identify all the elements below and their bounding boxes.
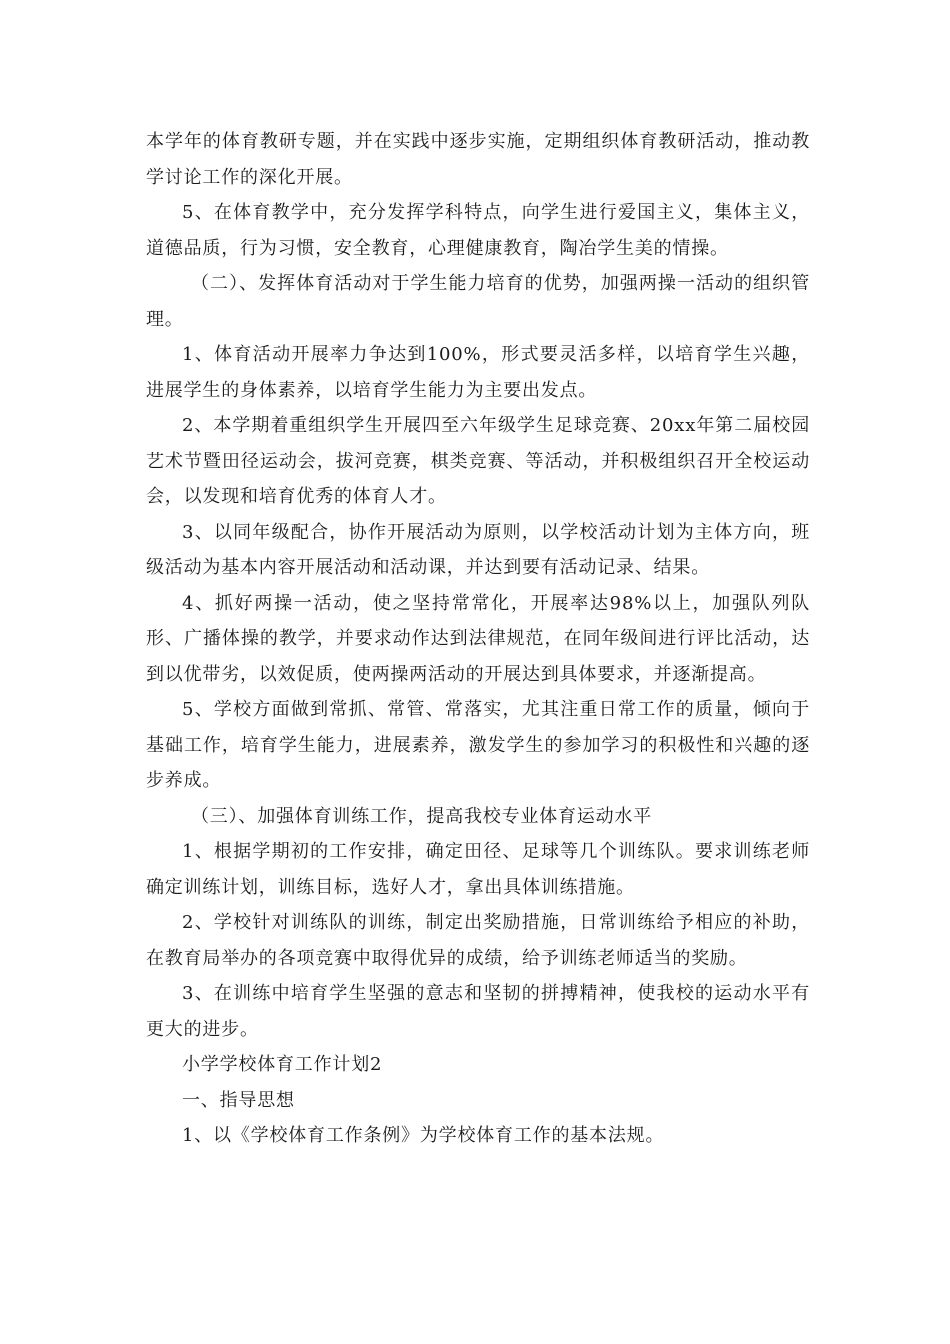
paragraph: 3、以同年级配合，协作开展活动为原则，以学校活动计划为主体方向，班级活动为基本内容开展活动和活动课，并达到要有活动记录、结果。 <box>146 521 810 578</box>
paragraph: 1、体育活动开展率力争达到100%，形式要灵活多样，以培育学生兴趣，进展学生的身体素养，以培育学生能力为主要出发点。 <box>146 344 810 401</box>
document-title: 小学学校体育工作计划2 <box>182 1054 383 1075</box>
paragraph: 3、在训练中培育学生坚强的意志和坚韧的拼搏精神，使我校的运动水平有更大的进步。 <box>146 983 810 1040</box>
section-heading: 一、指导思想 <box>182 1089 295 1111</box>
document-body <box>146 124 810 1154</box>
paragraph: 5、学校方面做到常抓、常管、常落实，尤其注重日常工作的质量，倾向于基础工作，培育学生能力，进展素养，激发学生的参加学习的积极性和兴趣的逐步养成。 <box>146 699 810 791</box>
section-heading: （三）、加强体育训练工作，提高我校专业体育运动水平 <box>191 805 652 827</box>
paragraph: 1、根据学期初的工作安排，确定田径、足球等几个训练队。要求训练老师确定训练计划，训练目标，选好人才，拿出具体训练措施。 <box>146 841 810 898</box>
paragraph: 本学年的体育教研专题，并在实践中逐步实施，定期组织体育教研活动，推动教学讨论工作的深化开展。 <box>146 131 810 188</box>
paragraph: 5、在体育教学中，充分发挥学科特点，向学生进行爱国主义，集体主义，道德品质，行为习惯，安全教育，心理健康教育，陶冶学生美的情操。 <box>146 202 810 259</box>
section-heading: （二）、发挥体育活动对于学生能力培育的优势，加强两操一活动的组织管理。 <box>146 273 810 330</box>
paragraph: 2、学校针对训练队的训练，制定出奖励措施，日常训练给予相应的补助，在教育局举办的各项竞赛中取得优异的成绩，给予训练老师适当的奖励。 <box>146 912 810 969</box>
paragraph: 2、本学期着重组织学生开展四至六年级学生足球竞赛、20xx年第二届校园艺术节暨田径运动会，拔河竞赛，棋类竞赛、等活动，并积极组织召开全校运动会，以发现和培育优秀的体育人才。 <box>146 415 810 507</box>
paragraph: 4、抓好两操一活动，使之坚持常常化，开展率达98%以上，加强队列队形、广播体操的教学，并要求动作达到法律规范，在同年级间进行评比活动，达到以优带劣，以效促质，使两操两活动的开展达到具体要求，并逐渐提高。 <box>146 592 810 685</box>
paragraph: 1、以《学校体育工作条例》为学校体育工作的基本法规。 <box>182 1125 665 1146</box>
